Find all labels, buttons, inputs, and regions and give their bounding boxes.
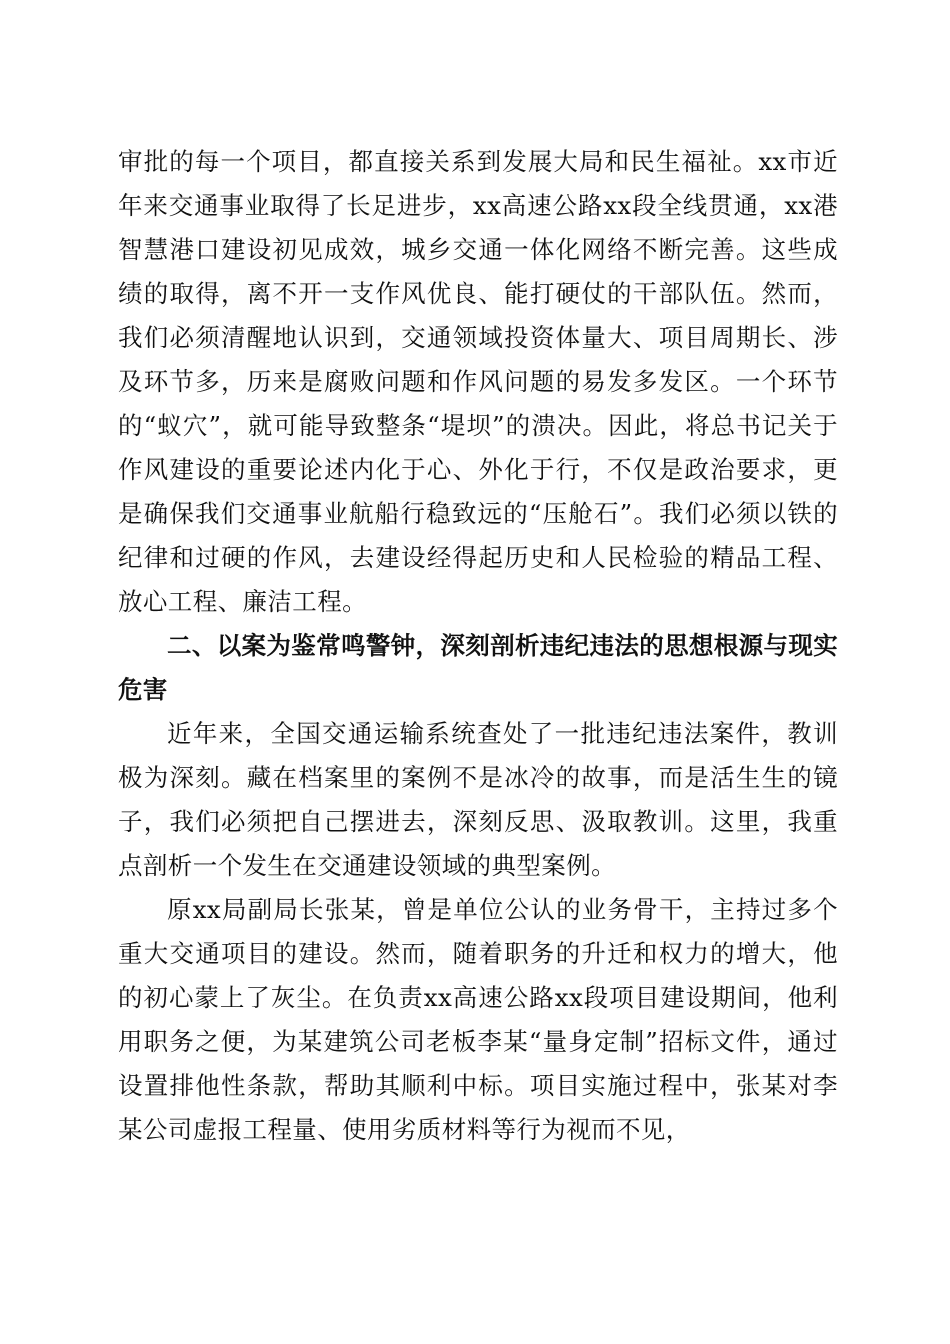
section-heading: 二、以案为鉴常鸣警钟，深刻剖析违纪违法的思想根源与现实危害 [118, 631, 838, 704]
paragraph-case-overview: 近年来，全国交通运输系统查处了一批违纪违法案件，教训极为深刻。藏在档案里的案例不是冰冷的故事，而是活生生的镜子，我们必须把自己摆进去，深刻反思、汲取教训。这里，我重点剖析一个发生在交通建设领域的典型案例。 [118, 719, 838, 880]
paragraph-intro-continued: 审批的每一个项目，都直接关系到发展大局和民生福祉。xx市近年来交通事业取得了长足进步，xx高速公路xx段全线贯通，xx港智慧港口建设初见成效，城乡交通一体化网络不断完善。这些成绩的取得，离不开一支作风优良、能打硬仗的干部队伍。然而，我们必须清醒地认识到，交通领域投资体量大、项目周期长、涉及环节多，历来是腐败问题和作风问题的易发多发区。一个环节的“蚁穴”，就可能导致整条“堤坝”的溃决。因此，将总书记关于作风建设的重要论述内化于心、外化于行，不仅是政治要求，更是确保我们交通事业航船行稳致远的“压舱石”。我们必须以铁的纪律和过硬的作风，去建设经得起历史和人民检验的精品工程、放心工程、廉洁工程。 [118, 147, 838, 616]
document-page [118, 140, 838, 1152]
paragraph-case-detail: 原xx局副局长张某，曾是单位公认的业务骨干，主持过多个重大交通项目的建设。然而，随着职务的升迁和权力的增大，他的初心蒙上了灰尘。在负责xx高速公路xx段项目建设期间，他利用职务之便，为某建筑公司老板李某“量身定制”招标文件，通过设置排他性条款，帮助其顺利中标。项目实施过程中，张某对李某公司虚报工程量、使用劣质材料等行为视而不见， [118, 895, 838, 1144]
